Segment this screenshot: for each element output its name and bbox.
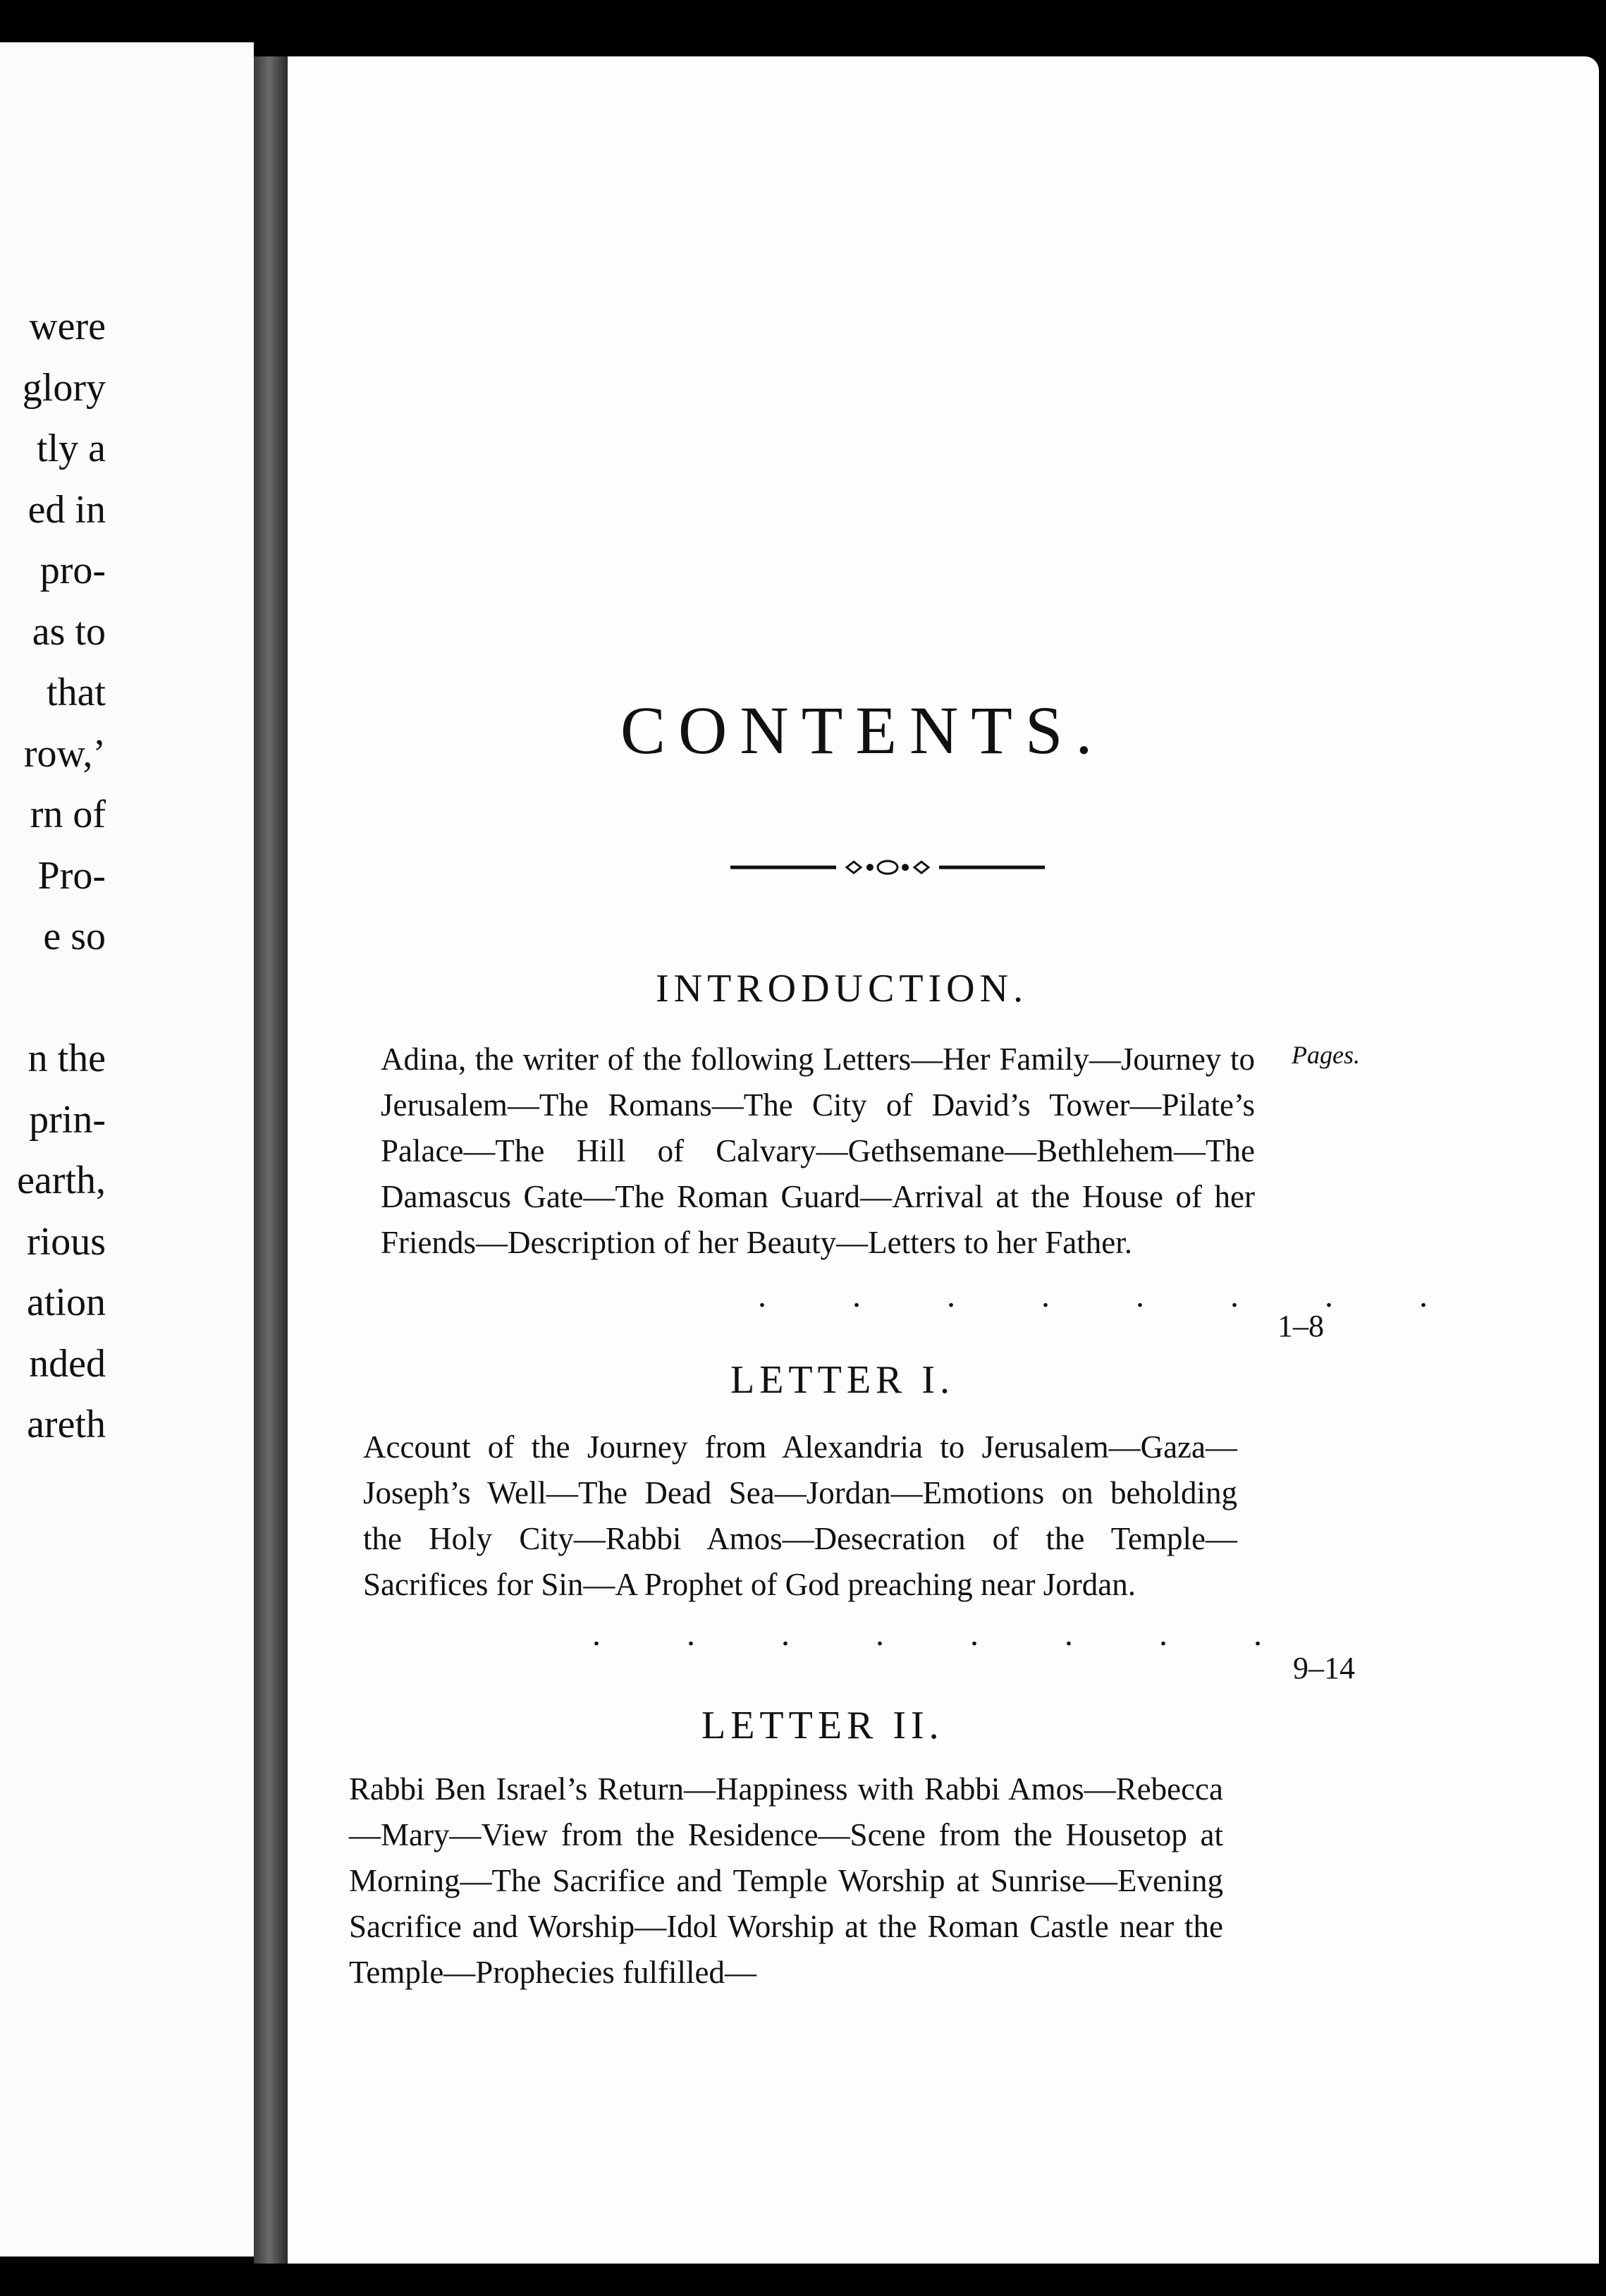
dot-leaders: . . . . . . . .	[758, 1277, 1466, 1314]
left-line: rn of	[30, 793, 106, 836]
left-line: e so	[43, 915, 106, 958]
left-line: areth	[27, 1403, 106, 1446]
left-line: n the	[27, 1037, 106, 1080]
left-line: nded	[29, 1341, 106, 1386]
left-line: glory	[22, 365, 106, 410]
left-line: tly a	[37, 427, 106, 470]
left-line: Pro-	[37, 853, 106, 898]
left-page-text	[0, 296, 106, 1455]
dot-leaders: . . . . . . . .	[592, 1616, 1301, 1653]
left-line: were	[29, 305, 106, 348]
left-line: earth,	[17, 1159, 106, 1202]
section-summary: Adina, the writer of the following Letters—Her Family—Journey to Jerusalem—The Romans—The City of David’s Tower—Pilate’s Palace—The Hill of Calvary—Gethsemane—Bethlehem—The Damascus Gate—The Roman Guard—Arrival at the House of her Friends—Description of her Beauty—Letters to her Father.	[381, 1042, 1255, 1260]
left-line	[0, 967, 106, 1029]
section-title-letter-1: LETTER I.	[730, 1358, 955, 1402]
left-line: pro-	[39, 549, 106, 592]
page-range: 1–8	[1277, 1309, 1324, 1343]
section-summary: Account of the Journey from Alexandria to Jerusalem—Gaza—Joseph’s Well—The Dead Sea—Jordan—Emotions on beholding the Holy City—Rabbi Amos—Desecration of the Temple—Sacrifices for Sin—A Prophet of God preaching near Jordan.	[363, 1429, 1237, 1602]
left-page	[0, 42, 254, 2257]
ornament-divider	[730, 846, 1045, 889]
left-line: rious	[27, 1219, 106, 1264]
left-line: that	[47, 671, 106, 714]
left-line: ed in	[27, 487, 106, 532]
pages-label: Pages.	[1292, 1041, 1360, 1069]
left-line: row,’	[23, 731, 106, 776]
book-gutter	[254, 56, 288, 2264]
section-summary: Rabbi Ben Israel’s Return—Happiness with Rabbi Amos—Rebecca—Mary—View from the Residence—Scene from the Housetop at Morning—The Sacrifice and Temple Worship at Sunrise—Evening Sacrifice and Worship—Idol Worship at the Roman Castle near the Temple—Prophecies fulfilled—	[349, 1771, 1223, 1990]
left-line: prin-	[29, 1097, 106, 1142]
page-range: 9–14	[1293, 1651, 1355, 1685]
left-line: as to	[32, 609, 106, 654]
left-line: ation	[27, 1281, 106, 1324]
page-title: CONTENTS.	[620, 692, 1105, 768]
section-title-letter-2: LETTER II.	[701, 1704, 944, 1747]
section-title-introduction: INTRODUCTION.	[656, 967, 1029, 1010]
